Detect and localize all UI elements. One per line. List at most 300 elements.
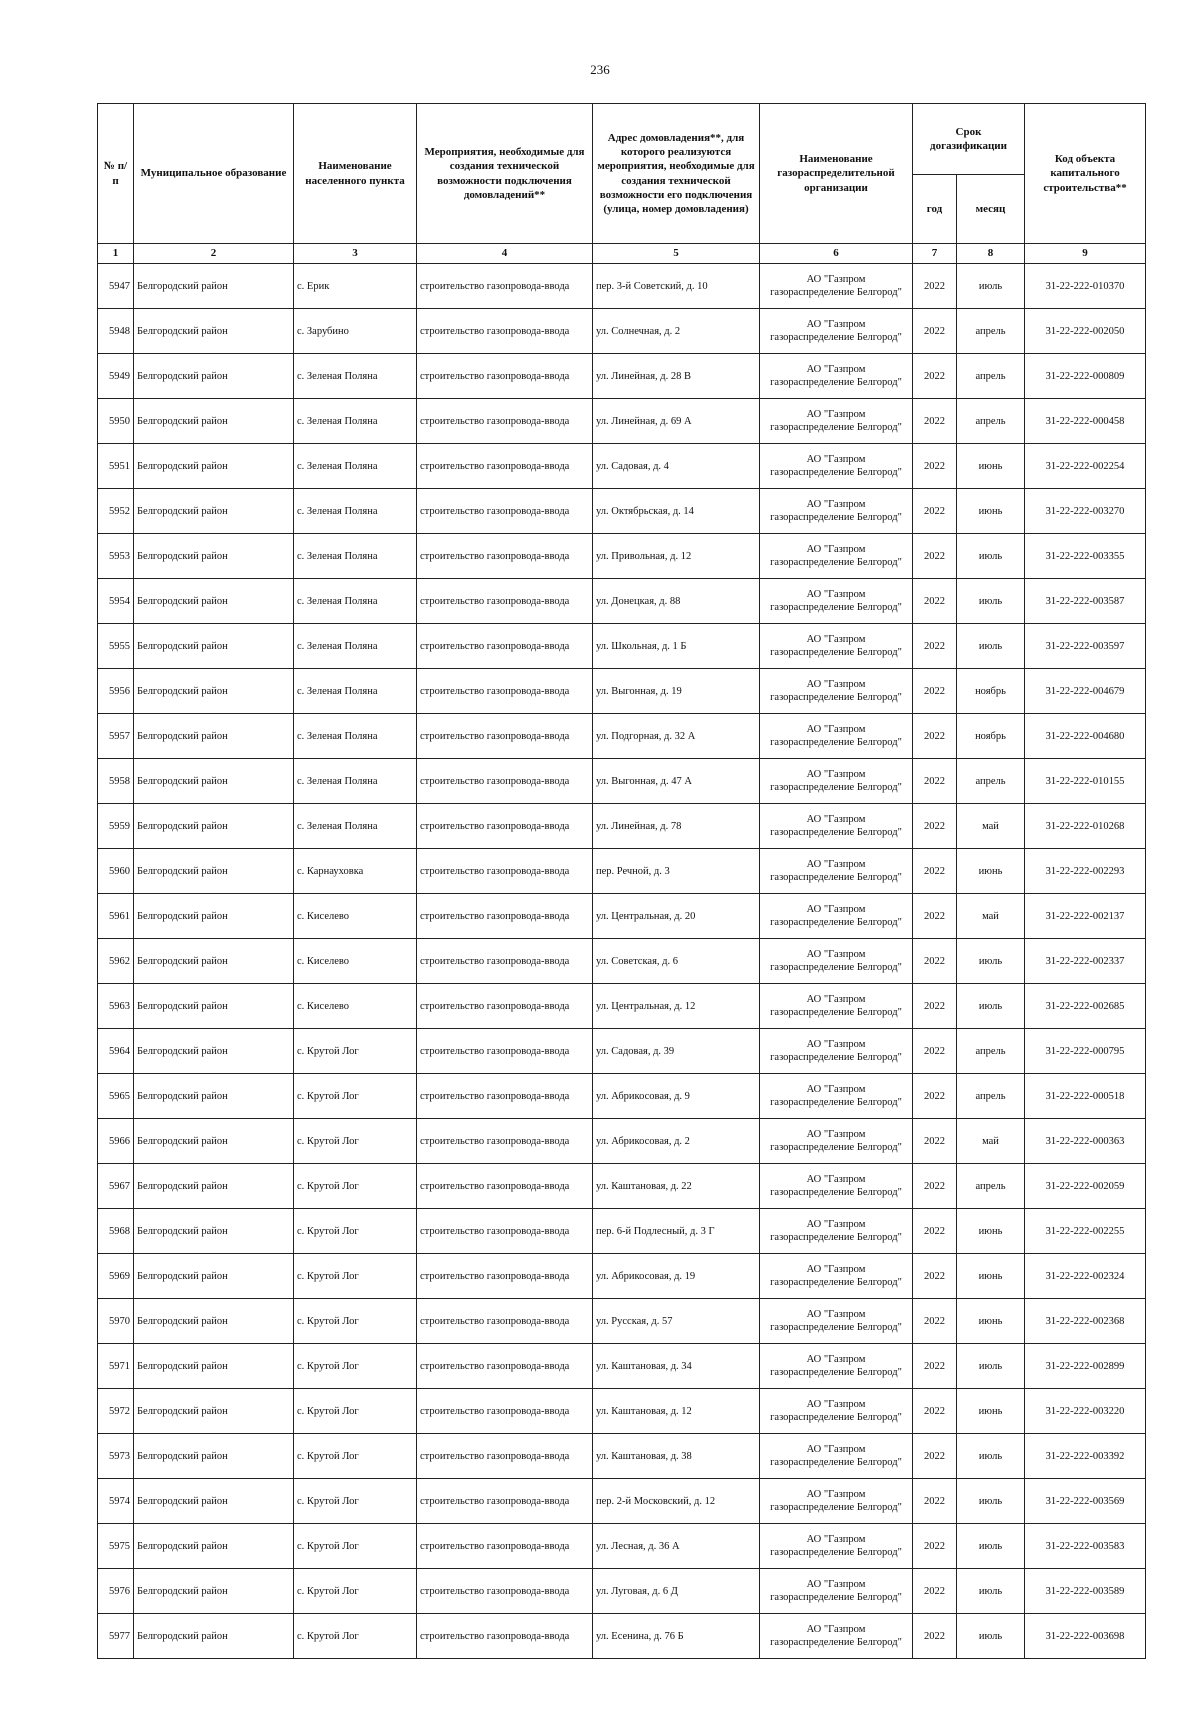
- organization-line: газораспределение Белгород": [770, 332, 902, 343]
- address-cell: ул. Линейная, д. 78: [593, 804, 760, 849]
- row-number: 5959: [98, 804, 134, 849]
- address-cell: ул. Лесная, д. 36 А: [593, 1524, 760, 1569]
- organization-line: АО "Газпром: [806, 318, 866, 330]
- organization-line: газораспределение Белгород": [770, 1232, 902, 1243]
- measure-cell: строительство газопровода-ввода: [417, 1524, 593, 1569]
- organization-line: газораспределение Белгород": [770, 692, 902, 703]
- address-cell: ул. Выгонная, д. 19: [593, 669, 760, 714]
- settlement-cell: с. Зеленая Поляна: [294, 489, 417, 534]
- header-code: Код объекта капитального строительства**: [1025, 104, 1146, 244]
- table-row: [98, 1344, 1146, 1389]
- measure-cell: строительство газопровода-ввода: [417, 984, 593, 1029]
- year-cell: 2022: [913, 1209, 957, 1254]
- organization-line: газораспределение Белгород": [770, 917, 902, 928]
- row-number: 5964: [98, 1029, 134, 1074]
- organization-line: АО "Газпром: [806, 1533, 866, 1545]
- table-row: [98, 714, 1146, 759]
- header-address: Адрес домовладения**, для которого реализуются мероприятия, необходимые для создания технической возможности его подключения (улица, номер домовладения): [593, 104, 760, 244]
- organization-cell: [760, 1029, 913, 1074]
- year-cell: 2022: [913, 1254, 957, 1299]
- table-row: [98, 849, 1146, 894]
- code-cell: 31-22-222-002324: [1025, 1254, 1146, 1299]
- header-settlement: Наименование населенного пункта: [294, 104, 417, 244]
- measure-cell: строительство газопровода-ввода: [417, 1569, 593, 1614]
- year-cell: 2022: [913, 849, 957, 894]
- measure-cell: строительство газопровода-ввода: [417, 1254, 593, 1299]
- column-number-row: [98, 244, 1146, 264]
- settlement-cell: с. Киселево: [294, 894, 417, 939]
- code-cell: 31-22-222-002137: [1025, 894, 1146, 939]
- year-cell: 2022: [913, 1164, 957, 1209]
- organization-line: газораспределение Белгород": [770, 602, 902, 613]
- month-cell: июль: [957, 1344, 1025, 1389]
- month-cell: апрель: [957, 1074, 1025, 1119]
- code-cell: 31-22-222-004679: [1025, 669, 1146, 714]
- organization-line: АО "Газпром: [806, 1083, 866, 1095]
- organization-cell: [760, 1254, 913, 1299]
- organization-line: газораспределение Белгород": [770, 1097, 902, 1108]
- organization-line: газораспределение Белгород": [770, 1322, 902, 1333]
- table-row: [98, 624, 1146, 669]
- organization-line: газораспределение Белгород": [770, 962, 902, 973]
- year-cell: 2022: [913, 1029, 957, 1074]
- measure-cell: строительство газопровода-ввода: [417, 1029, 593, 1074]
- municipality-cell: Белгородский район: [134, 669, 294, 714]
- measure-cell: строительство газопровода-ввода: [417, 309, 593, 354]
- municipality-cell: Белгородский район: [134, 759, 294, 804]
- column-number: 9: [1025, 244, 1146, 264]
- organization-line: газораспределение Белгород": [770, 827, 902, 838]
- settlement-cell: с. Зеленая Поляна: [294, 669, 417, 714]
- table-row: [98, 1524, 1146, 1569]
- municipality-cell: Белгородский район: [134, 1344, 294, 1389]
- organization-cell: [760, 1299, 913, 1344]
- organization-line: АО "Газпром: [806, 633, 866, 645]
- measure-cell: строительство газопровода-ввода: [417, 759, 593, 804]
- code-cell: 31-22-222-004680: [1025, 714, 1146, 759]
- month-cell: апрель: [957, 399, 1025, 444]
- code-cell: 31-22-222-002368: [1025, 1299, 1146, 1344]
- header-month: месяц: [957, 175, 1025, 244]
- month-cell: июль: [957, 534, 1025, 579]
- measure-cell: строительство газопровода-ввода: [417, 1614, 593, 1659]
- organization-line: газораспределение Белгород": [770, 1277, 902, 1288]
- organization-line: АО "Газпром: [806, 1488, 866, 1500]
- municipality-cell: Белгородский район: [134, 1029, 294, 1074]
- code-cell: 31-22-222-010268: [1025, 804, 1146, 849]
- settlement-cell: с. Киселево: [294, 984, 417, 1029]
- year-cell: 2022: [913, 669, 957, 714]
- address-cell: ул. Луговая, д. 6 Д: [593, 1569, 760, 1614]
- settlement-cell: с. Зеленая Поляна: [294, 534, 417, 579]
- address-cell: ул. Каштановая, д. 34: [593, 1344, 760, 1389]
- year-cell: 2022: [913, 264, 957, 309]
- address-cell: ул. Русская, д. 57: [593, 1299, 760, 1344]
- row-number: 5957: [98, 714, 134, 759]
- organization-cell: [760, 1569, 913, 1614]
- organization-cell: [760, 309, 913, 354]
- address-cell: ул. Каштановая, д. 12: [593, 1389, 760, 1434]
- year-cell: 2022: [913, 354, 957, 399]
- settlement-cell: с. Зеленая Поляна: [294, 579, 417, 624]
- table-row: [98, 579, 1146, 624]
- code-cell: 31-22-222-003583: [1025, 1524, 1146, 1569]
- header-deadline: Срок догазификации: [913, 104, 1025, 175]
- address-cell: ул. Абрикосовая, д. 2: [593, 1119, 760, 1164]
- year-cell: 2022: [913, 804, 957, 849]
- organization-cell: [760, 444, 913, 489]
- month-cell: июнь: [957, 489, 1025, 534]
- column-number: 4: [417, 244, 593, 264]
- organization-line: газораспределение Белгород": [770, 647, 902, 658]
- organization-line: газораспределение Белгород": [770, 422, 902, 433]
- organization-line: АО "Газпром: [806, 1578, 866, 1590]
- address-cell: ул. Абрикосовая, д. 19: [593, 1254, 760, 1299]
- row-number: 5956: [98, 669, 134, 714]
- municipality-cell: Белгородский район: [134, 1254, 294, 1299]
- measure-cell: строительство газопровода-ввода: [417, 714, 593, 759]
- measure-cell: строительство газопровода-ввода: [417, 399, 593, 444]
- municipality-cell: Белгородский район: [134, 399, 294, 444]
- page-number: 236: [590, 62, 610, 77]
- row-number: 5977: [98, 1614, 134, 1659]
- municipality-cell: Белгородский район: [134, 939, 294, 984]
- measure-cell: строительство газопровода-ввода: [417, 354, 593, 399]
- address-cell: ул. Привольная, д. 12: [593, 534, 760, 579]
- organization-cell: [760, 534, 913, 579]
- code-cell: 31-22-222-002685: [1025, 984, 1146, 1029]
- year-cell: 2022: [913, 309, 957, 354]
- municipality-cell: Белгородский район: [134, 489, 294, 534]
- measure-cell: строительство газопровода-ввода: [417, 1434, 593, 1479]
- organization-line: АО "Газпром: [806, 588, 866, 600]
- municipality-cell: Белгородский район: [134, 894, 294, 939]
- code-cell: 31-22-222-002337: [1025, 939, 1146, 984]
- settlement-cell: с. Крутой Лог: [294, 1389, 417, 1434]
- organization-line: АО "Газпром: [806, 723, 866, 735]
- address-cell: ул. Школьная, д. 1 Б: [593, 624, 760, 669]
- month-cell: июнь: [957, 1389, 1025, 1434]
- table-row: [98, 534, 1146, 579]
- table-header: [98, 104, 1146, 264]
- row-number: 5965: [98, 1074, 134, 1119]
- year-cell: 2022: [913, 759, 957, 804]
- settlement-cell: с. Зеленая Поляна: [294, 444, 417, 489]
- address-cell: ул. Есенина, д. 76 Б: [593, 1614, 760, 1659]
- organization-cell: [760, 1344, 913, 1389]
- measure-cell: строительство газопровода-ввода: [417, 849, 593, 894]
- organization-line: газораспределение Белгород": [770, 1457, 902, 1468]
- organization-cell: [760, 1119, 913, 1164]
- code-cell: 31-22-222-002059: [1025, 1164, 1146, 1209]
- municipality-cell: Белгородский район: [134, 1614, 294, 1659]
- organization-cell: [760, 714, 913, 759]
- organization-line: газораспределение Белгород": [770, 1367, 902, 1378]
- municipality-cell: Белгородский район: [134, 804, 294, 849]
- measure-cell: строительство газопровода-ввода: [417, 489, 593, 534]
- code-cell: 31-22-222-003270: [1025, 489, 1146, 534]
- code-cell: 31-22-222-003587: [1025, 579, 1146, 624]
- settlement-cell: с. Зеленая Поляна: [294, 624, 417, 669]
- measure-cell: строительство газопровода-ввода: [417, 444, 593, 489]
- municipality-cell: Белгородский район: [134, 624, 294, 669]
- settlement-cell: с. Киселево: [294, 939, 417, 984]
- code-cell: 31-22-222-002255: [1025, 1209, 1146, 1254]
- organization-cell: [760, 804, 913, 849]
- address-cell: ул. Каштановая, д. 22: [593, 1164, 760, 1209]
- municipality-cell: Белгородский район: [134, 264, 294, 309]
- measure-cell: строительство газопровода-ввода: [417, 1299, 593, 1344]
- organization-cell: [760, 1074, 913, 1119]
- measure-cell: строительство газопровода-ввода: [417, 1479, 593, 1524]
- organization-line: АО "Газпром: [806, 1128, 866, 1140]
- organization-cell: [760, 1479, 913, 1524]
- row-number: 5948: [98, 309, 134, 354]
- code-cell: 31-22-222-003220: [1025, 1389, 1146, 1434]
- measure-cell: строительство газопровода-ввода: [417, 579, 593, 624]
- row-number: 5955: [98, 624, 134, 669]
- row-number: 5947: [98, 264, 134, 309]
- table-row: [98, 984, 1146, 1029]
- table-row: [98, 1614, 1146, 1659]
- row-number: 5953: [98, 534, 134, 579]
- organization-line: АО "Газпром: [806, 1443, 866, 1455]
- year-cell: 2022: [913, 1434, 957, 1479]
- organization-line: АО "Газпром: [806, 498, 866, 510]
- address-cell: ул. Центральная, д. 20: [593, 894, 760, 939]
- organization-cell: [760, 354, 913, 399]
- organization-line: АО "Газпром: [806, 1623, 866, 1635]
- year-cell: 2022: [913, 1074, 957, 1119]
- organization-cell: [760, 894, 913, 939]
- code-cell: 31-22-222-000809: [1025, 354, 1146, 399]
- year-cell: 2022: [913, 1389, 957, 1434]
- table-row: [98, 804, 1146, 849]
- measure-cell: строительство газопровода-ввода: [417, 534, 593, 579]
- row-number: 5975: [98, 1524, 134, 1569]
- organization-cell: [760, 939, 913, 984]
- municipality-cell: Белгородский район: [134, 1479, 294, 1524]
- organization-line: газораспределение Белгород": [770, 1637, 902, 1648]
- month-cell: апрель: [957, 354, 1025, 399]
- row-number: 5976: [98, 1569, 134, 1614]
- organization-line: АО "Газпром: [806, 1173, 866, 1185]
- organization-line: АО "Газпром: [806, 1398, 866, 1410]
- measure-cell: строительство газопровода-ввода: [417, 669, 593, 714]
- address-cell: пер. 2-й Московский, д. 12: [593, 1479, 760, 1524]
- month-cell: апрель: [957, 309, 1025, 354]
- year-cell: 2022: [913, 1119, 957, 1164]
- address-cell: ул. Подгорная, д. 32 А: [593, 714, 760, 759]
- municipality-cell: Белгородский район: [134, 984, 294, 1029]
- code-cell: 31-22-222-000795: [1025, 1029, 1146, 1074]
- month-cell: май: [957, 1119, 1025, 1164]
- month-cell: июль: [957, 939, 1025, 984]
- organization-line: АО "Газпром: [806, 273, 866, 285]
- year-cell: 2022: [913, 1614, 957, 1659]
- address-cell: пер. 3-й Советский, д. 10: [593, 264, 760, 309]
- settlement-cell: с. Крутой Лог: [294, 1299, 417, 1344]
- code-cell: 31-22-222-002254: [1025, 444, 1146, 489]
- month-cell: май: [957, 804, 1025, 849]
- organization-line: газораспределение Белгород": [770, 1142, 902, 1153]
- organization-cell: [760, 399, 913, 444]
- address-cell: ул. Линейная, д. 28 В: [593, 354, 760, 399]
- address-cell: ул. Линейная, д. 69 А: [593, 399, 760, 444]
- table-row: [98, 939, 1146, 984]
- table-row: [98, 759, 1146, 804]
- code-cell: 31-22-222-000518: [1025, 1074, 1146, 1119]
- organization-line: АО "Газпром: [806, 813, 866, 825]
- municipality-cell: Белгородский район: [134, 1074, 294, 1119]
- organization-line: газораспределение Белгород": [770, 1007, 902, 1018]
- measure-cell: строительство газопровода-ввода: [417, 1164, 593, 1209]
- row-number: 5966: [98, 1119, 134, 1164]
- organization-line: АО "Газпром: [806, 1038, 866, 1050]
- row-number: 5952: [98, 489, 134, 534]
- column-number: 8: [957, 244, 1025, 264]
- table-row: [98, 894, 1146, 939]
- month-cell: июль: [957, 624, 1025, 669]
- month-cell: июль: [957, 1569, 1025, 1614]
- organization-line: АО "Газпром: [806, 453, 866, 465]
- settlement-cell: с. Крутой Лог: [294, 1164, 417, 1209]
- year-cell: 2022: [913, 1344, 957, 1389]
- settlement-cell: с. Крутой Лог: [294, 1524, 417, 1569]
- table-body: [98, 264, 1146, 1659]
- organization-line: АО "Газпром: [806, 1308, 866, 1320]
- column-number: 7: [913, 244, 957, 264]
- organization-line: газораспределение Белгород": [770, 512, 902, 523]
- table-row: [98, 264, 1146, 309]
- organization-line: газораспределение Белгород": [770, 467, 902, 478]
- municipality-cell: Белгородский район: [134, 1569, 294, 1614]
- municipality-cell: Белгородский район: [134, 444, 294, 489]
- month-cell: июль: [957, 1479, 1025, 1524]
- organization-cell: [760, 849, 913, 894]
- settlement-cell: с. Зеленая Поляна: [294, 804, 417, 849]
- organization-line: АО "Газпром: [806, 408, 866, 420]
- month-cell: ноябрь: [957, 714, 1025, 759]
- row-number: 5962: [98, 939, 134, 984]
- organization-cell: [760, 264, 913, 309]
- table-row: [98, 1254, 1146, 1299]
- municipality-cell: Белгородский район: [134, 354, 294, 399]
- settlement-cell: с. Крутой Лог: [294, 1074, 417, 1119]
- table-row: [98, 1389, 1146, 1434]
- measure-cell: строительство газопровода-ввода: [417, 1119, 593, 1164]
- column-number: 3: [294, 244, 417, 264]
- code-cell: 31-22-222-000363: [1025, 1119, 1146, 1164]
- address-cell: ул. Октябрьская, д. 14: [593, 489, 760, 534]
- organization-cell: [760, 489, 913, 534]
- organization-line: газораспределение Белгород": [770, 1502, 902, 1513]
- organization-cell: [760, 759, 913, 804]
- row-number: 5967: [98, 1164, 134, 1209]
- address-cell: ул. Центральная, д. 12: [593, 984, 760, 1029]
- code-cell: 31-22-222-003597: [1025, 624, 1146, 669]
- row-number: 5961: [98, 894, 134, 939]
- code-cell: 31-22-222-010370: [1025, 264, 1146, 309]
- header-municipality: Муниципальное образование: [134, 104, 294, 244]
- settlement-cell: с. Карнауховка: [294, 849, 417, 894]
- table-row: [98, 1029, 1146, 1074]
- year-cell: 2022: [913, 1524, 957, 1569]
- organization-cell: [760, 1389, 913, 1434]
- year-cell: 2022: [913, 399, 957, 444]
- organization-line: газораспределение Белгород": [770, 1052, 902, 1063]
- month-cell: июнь: [957, 1254, 1025, 1299]
- year-cell: 2022: [913, 579, 957, 624]
- month-cell: июнь: [957, 1299, 1025, 1344]
- table-row: [98, 1479, 1146, 1524]
- settlement-cell: с. Крутой Лог: [294, 1479, 417, 1524]
- row-number: 5960: [98, 849, 134, 894]
- header-organization: Наименование газораспределительной организации: [760, 104, 913, 244]
- code-cell: 31-22-222-002050: [1025, 309, 1146, 354]
- table-row: [98, 1299, 1146, 1344]
- measure-cell: строительство газопровода-ввода: [417, 894, 593, 939]
- table-row: [98, 1074, 1146, 1119]
- organization-cell: [760, 1209, 913, 1254]
- settlement-cell: с. Ерик: [294, 264, 417, 309]
- header-year: год: [913, 175, 957, 244]
- month-cell: ноябрь: [957, 669, 1025, 714]
- table-row: [98, 1569, 1146, 1614]
- municipality-cell: Белгородский район: [134, 309, 294, 354]
- settlement-cell: с. Зеленая Поляна: [294, 759, 417, 804]
- organization-cell: [760, 1434, 913, 1479]
- address-cell: ул. Донецкая, д. 88: [593, 579, 760, 624]
- month-cell: июль: [957, 1524, 1025, 1569]
- year-cell: 2022: [913, 714, 957, 759]
- municipality-cell: Белгородский район: [134, 1434, 294, 1479]
- municipality-cell: Белгородский район: [134, 1524, 294, 1569]
- settlement-cell: с. Зеленая Поляна: [294, 714, 417, 759]
- organization-line: АО "Газпром: [806, 948, 866, 960]
- code-cell: 31-22-222-000458: [1025, 399, 1146, 444]
- row-number: 5974: [98, 1479, 134, 1524]
- address-cell: пер. 6-й Подлесный, д. 3 Г: [593, 1209, 760, 1254]
- table-row: [98, 309, 1146, 354]
- address-cell: ул. Советская, д. 6: [593, 939, 760, 984]
- row-number: 5963: [98, 984, 134, 1029]
- municipality-cell: Белгородский район: [134, 1389, 294, 1434]
- settlement-cell: с. Крутой Лог: [294, 1029, 417, 1074]
- row-number: 5958: [98, 759, 134, 804]
- month-cell: июнь: [957, 1209, 1025, 1254]
- year-cell: 2022: [913, 1479, 957, 1524]
- year-cell: 2022: [913, 1569, 957, 1614]
- address-cell: ул. Выгонная, д. 47 А: [593, 759, 760, 804]
- column-number: 6: [760, 244, 913, 264]
- organization-line: АО "Газпром: [806, 858, 866, 870]
- settlement-cell: с. Крутой Лог: [294, 1434, 417, 1479]
- organization-line: газораспределение Белгород": [770, 1592, 902, 1603]
- code-cell: 31-22-222-003698: [1025, 1614, 1146, 1659]
- measure-cell: строительство газопровода-ввода: [417, 264, 593, 309]
- organization-line: газораспределение Белгород": [770, 377, 902, 388]
- organization-line: газораспределение Белгород": [770, 1187, 902, 1198]
- organization-cell: [760, 669, 913, 714]
- settlement-cell: с. Крутой Лог: [294, 1119, 417, 1164]
- settlement-cell: с. Крутой Лог: [294, 1614, 417, 1659]
- settlement-cell: с. Крутой Лог: [294, 1569, 417, 1614]
- column-number: 5: [593, 244, 760, 264]
- measure-cell: строительство газопровода-ввода: [417, 624, 593, 669]
- organization-line: газораспределение Белгород": [770, 287, 902, 298]
- organization-line: газораспределение Белгород": [770, 737, 902, 748]
